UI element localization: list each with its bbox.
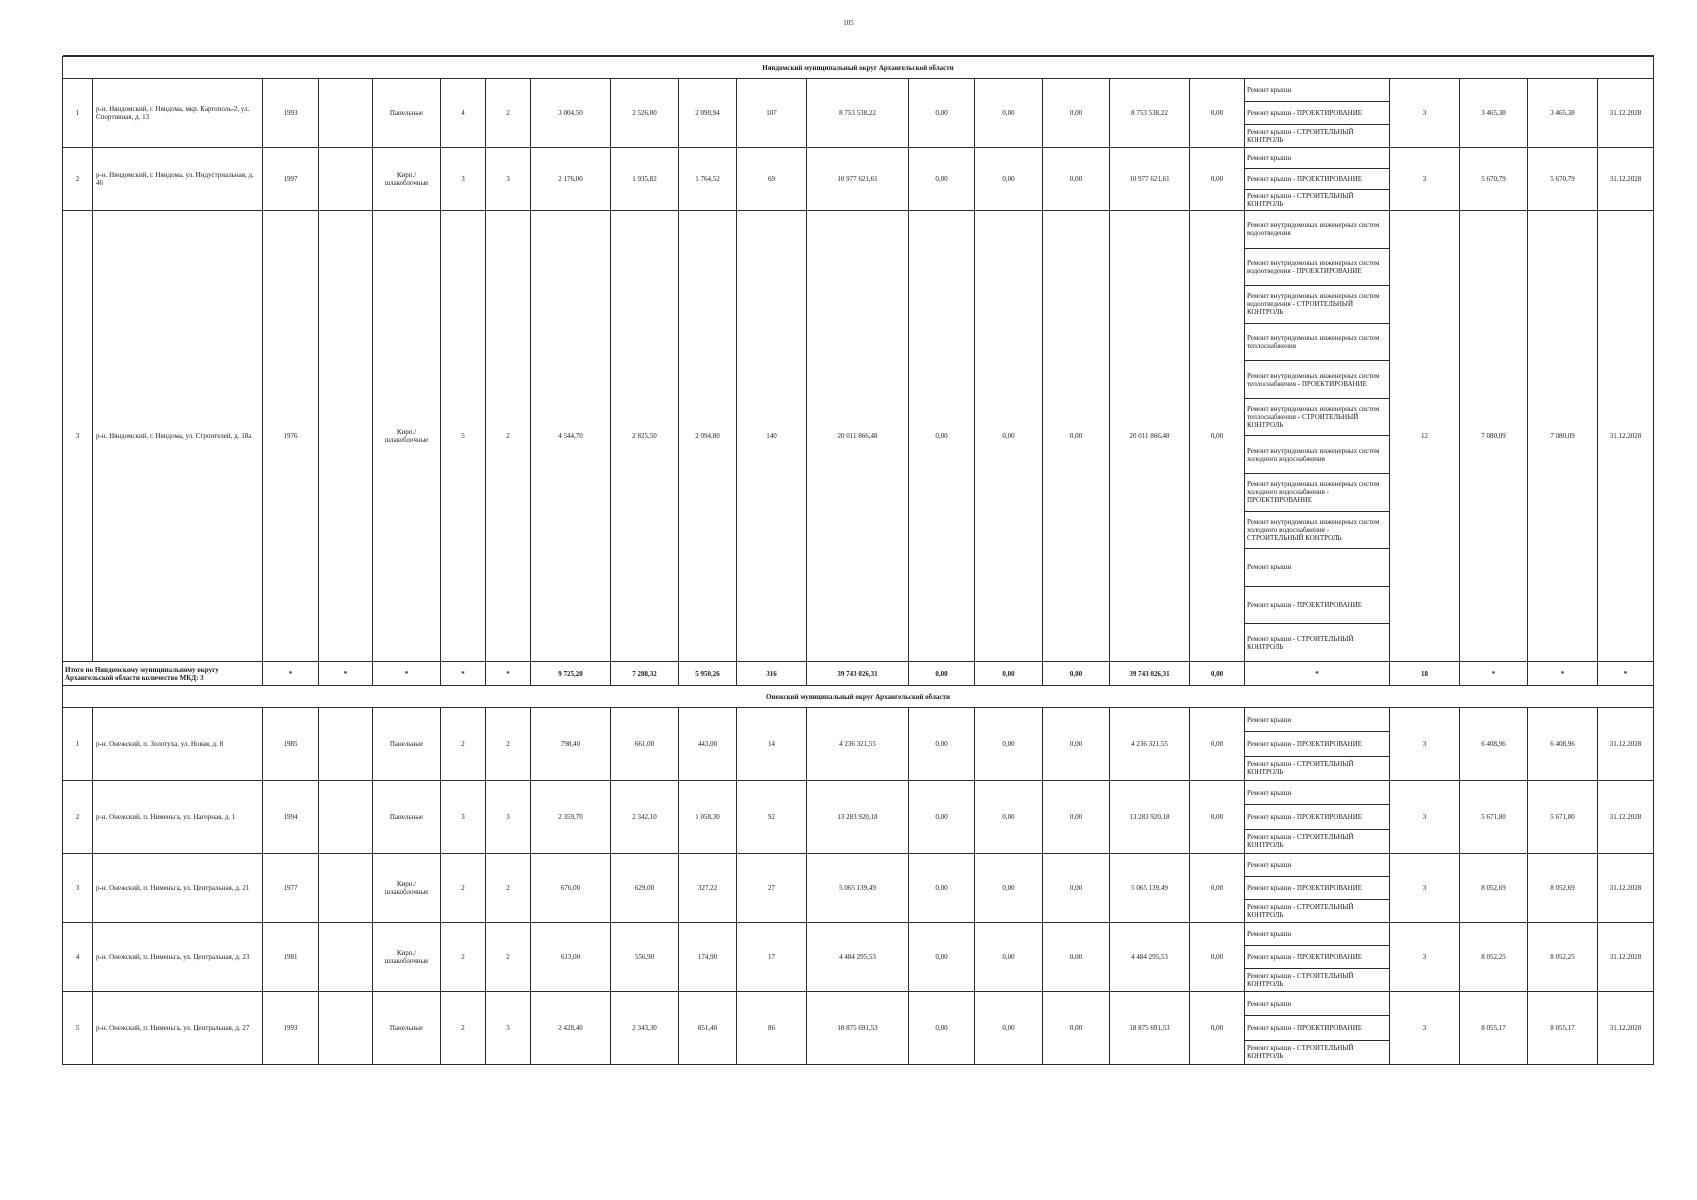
work-item: Ремонт внутридомовых инженерных систем водоотведения - ПРОЕКТИРОВАНИЕ — [1245, 249, 1389, 287]
unit-cost-cell: 7 080,09 — [1460, 211, 1528, 662]
cost-local-cell: 0,00 — [1043, 781, 1110, 854]
works-count-cell: 3 — [1390, 148, 1460, 211]
works-cell — [1245, 211, 1390, 662]
deadline-cell: 31.12.2028 — [1598, 148, 1654, 211]
unit-cost-cell: 3 465,38 — [1460, 79, 1528, 148]
cost-federal-cell: 0,00 — [909, 781, 975, 854]
deadline-cell: 31.12.2028 — [1598, 854, 1654, 923]
cost-other-cell: 0,00 — [1190, 854, 1245, 923]
cost-local-cell: 0,00 — [1043, 854, 1110, 923]
area-total-cell: 2 428,40 — [531, 992, 611, 1065]
cost-other-cell: 0,00 — [1190, 211, 1245, 662]
total-residents: 316 — [737, 662, 807, 686]
total-area-total: 9 725,20 — [531, 662, 611, 686]
work-item: Ремонт крыши - СТРОИТЕЛЬНЫЙ КОНТРОЛЬ — [1247, 634, 1354, 651]
total-material: * — [373, 662, 441, 686]
total-unit-limit: * — [1528, 662, 1598, 686]
works-cell — [1245, 854, 1390, 923]
address-cell: р-н. Няндомский, г. Няндома, ул. Строителей, д. 18а — [93, 211, 263, 662]
area-residential-cell: 2 090,94 — [679, 79, 737, 148]
works-list — [1245, 854, 1389, 922]
cost-federal-cell: 0,00 — [909, 992, 975, 1065]
works-list — [1245, 923, 1389, 991]
total-year: * — [263, 662, 319, 686]
cost-other-cell: 0,00 — [1190, 148, 1245, 211]
work-item: Ремонт крыши - СТРОИТЕЛЬНЫЙ КОНТРОЛЬ — [1247, 760, 1354, 777]
cost-regional-cell: 0,00 — [975, 211, 1043, 662]
area-total-cell: 798,40 — [531, 708, 611, 781]
total-cost-other: 0,00 — [1190, 662, 1245, 686]
floors-cell: 2 — [441, 992, 486, 1065]
repair-program-table — [62, 55, 1654, 1065]
entrances-cell: 3 — [486, 781, 531, 854]
work-item: Ремонт крыши - СТРОИТЕЛЬНЫЙ КОНТРОЛЬ — [1247, 903, 1354, 919]
area-total-cell: 676,00 — [531, 854, 611, 923]
cost-total-cell: 18 875 691,53 — [807, 992, 909, 1065]
work-item: Ремонт крыши — [1245, 781, 1389, 805]
work-item: Ремонт крыши - ПРОЕКТИРОВАНИЕ — [1245, 877, 1389, 900]
work-item: Ремонт крыши — [1245, 992, 1389, 1016]
cost-federal-cell: 0,00 — [909, 854, 975, 923]
works-count-cell: 3 — [1390, 992, 1460, 1065]
works-cell — [1245, 923, 1390, 992]
area-residential-cell: 2 094,80 — [679, 211, 737, 662]
area-residential-cell: 851,40 — [679, 992, 737, 1065]
cost-total-cell: 20 011 866,48 — [807, 211, 909, 662]
works-list — [1245, 781, 1389, 853]
table-row — [63, 148, 1654, 211]
address-cell: р-н. Онежский, п. Нименьга, ул. Центральная, д. 21 — [93, 854, 263, 923]
page-number: 105 — [843, 19, 854, 27]
work-item: Ремонт крыши - СТРОИТЕЛЬНЫЙ КОНТРОЛЬ — [1247, 192, 1354, 208]
row-number: 2 — [63, 781, 93, 854]
year-cell: 1976 — [263, 211, 319, 662]
unit-limit-cell: 5 671,80 — [1528, 781, 1598, 854]
total-cost-local: 0,00 — [1043, 662, 1110, 686]
work-item: Ремонт крыши - СТРОИТЕЛЬНЫЙ КОНТРОЛЬ — [1247, 128, 1354, 144]
unit-cost-cell: 5 670,79 — [1460, 148, 1528, 211]
deadline-cell: 31.12.2028 — [1598, 923, 1654, 992]
work-item: Ремонт внутридомовых инженерных систем холодного водоснабжения - ПРОЕКТИРОВАНИЕ — [1245, 474, 1389, 512]
area-living-cell: 1 935,82 — [611, 148, 679, 211]
area-living-cell: 2 526,00 — [611, 79, 679, 148]
cost-federal-cell: 0,00 — [909, 148, 975, 211]
year-cell: 1993 — [263, 992, 319, 1065]
floors-cell: 3 — [441, 148, 486, 211]
unit-cost-cell: 5 671,80 — [1460, 781, 1528, 854]
year-cell: 1993 — [263, 79, 319, 148]
year-cell: 1985 — [263, 708, 319, 781]
row-number: 5 — [63, 992, 93, 1065]
area-residential-cell: 1 058,30 — [679, 781, 737, 854]
works-count-cell: 3 — [1390, 708, 1460, 781]
floors-cell: 2 — [441, 854, 486, 923]
area-total-cell: 613,00 — [531, 923, 611, 992]
entrances-cell: 2 — [486, 211, 531, 662]
total-row — [63, 662, 1654, 686]
unit-limit-cell: 6 408,96 — [1528, 708, 1598, 781]
cost-regional-cell: 0,00 — [975, 854, 1043, 923]
cost-regional-cell: 0,00 — [975, 708, 1043, 781]
cost-owners-cell: 20 011 866,48 — [1110, 211, 1190, 662]
work-item: Ремонт крыши - ПРОЕКТИРОВАНИЕ — [1245, 946, 1389, 969]
total-cost-total: 39 743 026,31 — [807, 662, 909, 686]
cost-federal-cell: 0,00 — [909, 923, 975, 992]
cost-regional-cell: 0,00 — [975, 923, 1043, 992]
work-item: Ремонт крыши - ПРОЕКТИРОВАНИЕ — [1245, 102, 1389, 125]
work-item: Ремонт внутридомовых инженерных систем водоотведения - СТРОИТЕЛЬНЫЙ КОНТРОЛЬ — [1245, 286, 1389, 324]
material-cell: Панельные — [373, 79, 441, 148]
entrances-cell: 2 — [486, 854, 531, 923]
material-cell: Кирп./ шлакоблочные — [373, 854, 441, 923]
total-cost-owners: 39 743 026,31 — [1110, 662, 1190, 686]
area-total-cell: 2 176,00 — [531, 148, 611, 211]
table-body — [63, 56, 1654, 1065]
cost-total-cell: 13 283 920,18 — [807, 781, 909, 854]
work-item: Ремонт крыши - ПРОЕКТИРОВАНИЕ — [1245, 169, 1389, 190]
address-cell: р-н. Няндомский, г. Няндома, мкр. Каргополь-2, ул. Спортивная, д. 13 — [93, 79, 263, 148]
floors-cell: 2 — [441, 923, 486, 992]
cost-federal-cell: 0,00 — [909, 708, 975, 781]
works-cell — [1245, 148, 1390, 211]
works-count-cell: 3 — [1390, 854, 1460, 923]
material-cell: Панельные — [373, 781, 441, 854]
area-residential-cell: 443,00 — [679, 708, 737, 781]
area-living-cell: 661,00 — [611, 708, 679, 781]
deadline-cell: 31.12.2028 — [1598, 781, 1654, 854]
total-works: * — [1245, 662, 1390, 686]
residents-cell: 27 — [737, 854, 807, 923]
works-count-cell: 3 — [1390, 923, 1460, 992]
repair-year-cell — [319, 992, 373, 1065]
works-list — [1245, 148, 1389, 210]
cost-owners-cell: 10 977 621,61 — [1110, 148, 1190, 211]
entrances-cell: 3 — [486, 148, 531, 211]
area-living-cell: 2 342,10 — [611, 781, 679, 854]
unit-cost-cell: 8 052,25 — [1460, 923, 1528, 992]
table-row — [63, 781, 1654, 854]
year-cell: 1994 — [263, 781, 319, 854]
cost-local-cell: 0,00 — [1043, 992, 1110, 1065]
works-cell — [1245, 992, 1390, 1065]
deadline-cell: 31.12.2028 — [1598, 211, 1654, 662]
cost-owners-cell: 5 065 139,49 — [1110, 854, 1190, 923]
cost-owners-cell: 4 236 321,55 — [1110, 708, 1190, 781]
works-count-cell: 3 — [1390, 79, 1460, 148]
residents-cell: 14 — [737, 708, 807, 781]
material-cell: Кирп./ шлакоблочные — [373, 923, 441, 992]
unit-limit-cell: 3 465,38 — [1528, 79, 1598, 148]
residents-cell: 107 — [737, 79, 807, 148]
region-title: Няндомский муниципальный округ Архангельской области — [63, 57, 1654, 79]
repair-year-cell — [319, 708, 373, 781]
total-cost-regional: 0,00 — [975, 662, 1043, 686]
works-list — [1245, 79, 1389, 147]
works-count-cell: 12 — [1390, 211, 1460, 662]
area-living-cell: 2 343,30 — [611, 992, 679, 1065]
cost-local-cell: 0,00 — [1043, 211, 1110, 662]
total-deadline: * — [1598, 662, 1654, 686]
material-cell: Панельные — [373, 992, 441, 1065]
address-cell: р-н. Онежский, п. Нименьга, ул. Нагорная, д. 1 — [93, 781, 263, 854]
work-item: Ремонт крыши — [1245, 148, 1389, 169]
total-repair-year: * — [319, 662, 373, 686]
work-item: Ремонт крыши — [1245, 923, 1389, 946]
repair-year-cell — [319, 781, 373, 854]
area-residential-cell: 174,90 — [679, 923, 737, 992]
material-cell: Панельные — [373, 708, 441, 781]
cost-total-cell: 4 236 321,55 — [807, 708, 909, 781]
cost-total-cell: 4 484 295,53 — [807, 923, 909, 992]
unit-cost-cell: 8 052,69 — [1460, 854, 1528, 923]
table-row — [63, 923, 1654, 992]
year-cell: 1997 — [263, 148, 319, 211]
area-residential-cell: 327,22 — [679, 854, 737, 923]
cost-regional-cell: 0,00 — [975, 992, 1043, 1065]
entrances-cell: 2 — [486, 708, 531, 781]
work-item: Ремонт крыши - СТРОИТЕЛЬНЫЙ КОНТРОЛЬ — [1247, 972, 1354, 988]
cost-regional-cell: 0,00 — [975, 781, 1043, 854]
works-cell — [1245, 781, 1390, 854]
entrances-cell: 3 — [486, 992, 531, 1065]
cost-local-cell: 0,00 — [1043, 79, 1110, 148]
year-cell: 1981 — [263, 923, 319, 992]
deadline-cell: 31.12.2028 — [1598, 708, 1654, 781]
cost-regional-cell: 0,00 — [975, 79, 1043, 148]
residents-cell: 69 — [737, 148, 807, 211]
address-cell: р-н. Няндомский, г. Няндома, ул. Индустриальная, д. 46 — [93, 148, 263, 211]
repair-year-cell — [319, 211, 373, 662]
row-number: 1 — [63, 708, 93, 781]
total-unit-cost: * — [1460, 662, 1528, 686]
work-item: Ремонт крыши - ПРОЕКТИРОВАНИЕ — [1245, 805, 1389, 829]
region-header-row — [63, 57, 1654, 79]
work-item: Ремонт крыши - ПРОЕКТИРОВАНИЕ — [1245, 587, 1389, 625]
row-number: 3 — [63, 211, 93, 662]
row-number: 4 — [63, 923, 93, 992]
work-item: Ремонт крыши - СТРОИТЕЛЬНЫЙ КОНТРОЛЬ — [1247, 1044, 1354, 1061]
unit-limit-cell: 5 670,79 — [1528, 148, 1598, 211]
cost-local-cell: 0,00 — [1043, 708, 1110, 781]
cost-other-cell: 0,00 — [1190, 923, 1245, 992]
floors-cell: 2 — [441, 708, 486, 781]
unit-cost-cell: 6 408,96 — [1460, 708, 1528, 781]
area-total-cell: 3 004,50 — [531, 79, 611, 148]
row-number: 1 — [63, 79, 93, 148]
works-cell — [1245, 79, 1390, 148]
cost-owners-cell: 18 875 691,53 — [1110, 992, 1190, 1065]
works-list — [1245, 992, 1389, 1064]
cost-other-cell: 0,00 — [1190, 79, 1245, 148]
address-cell: р-н. Онежский, п. Золотуха, ул. Новая, д. 8 — [93, 708, 263, 781]
entrances-cell: 2 — [486, 79, 531, 148]
works-cell — [1245, 708, 1390, 781]
area-living-cell: 629,00 — [611, 854, 679, 923]
total-area-living: 7 288,32 — [611, 662, 679, 686]
cost-federal-cell: 0,00 — [909, 79, 975, 148]
cost-local-cell: 0,00 — [1043, 148, 1110, 211]
area-residential-cell: 1 764,52 — [679, 148, 737, 211]
residents-cell: 140 — [737, 211, 807, 662]
floors-cell: 5 — [441, 211, 486, 662]
residents-cell: 86 — [737, 992, 807, 1065]
work-item: Ремонт крыши - ПРОЕКТИРОВАНИЕ — [1245, 1016, 1389, 1040]
work-item: Ремонт крыши — [1245, 79, 1389, 102]
cost-owners-cell: 8 753 538,22 — [1110, 79, 1190, 148]
work-item: Ремонт внутридомовых инженерных систем холодного водоснабжения — [1245, 436, 1389, 474]
total-entrances: * — [486, 662, 531, 686]
address-cell: р-н. Онежский, п. Нименьга, ул. Центральная, д. 23 — [93, 923, 263, 992]
area-total-cell: 2 359,70 — [531, 781, 611, 854]
total-area-residential: 5 950,26 — [679, 662, 737, 686]
work-item: Ремонт внутридомовых инженерных систем теплоснабжения - СТРОИТЕЛЬНЫЙ КОНТРОЛЬ — [1245, 399, 1389, 437]
deadline-cell: 31.12.2028 — [1598, 992, 1654, 1065]
total-works-count: 18 — [1390, 662, 1460, 686]
table-row — [63, 708, 1654, 781]
work-item: Ремонт крыши — [1245, 854, 1389, 877]
work-item: Ремонт внутридомовых инженерных систем теплоснабжения — [1245, 324, 1389, 362]
year-cell: 1977 — [263, 854, 319, 923]
cost-local-cell: 0,00 — [1043, 923, 1110, 992]
floors-cell: 3 — [441, 781, 486, 854]
region-title: Онежский муниципальный округ Архангельской области — [63, 686, 1654, 708]
unit-limit-cell: 8 055,17 — [1528, 992, 1598, 1065]
work-item: Ремонт внутридомовых инженерных систем водоотведения — [1245, 211, 1389, 249]
floors-cell: 4 — [441, 79, 486, 148]
work-item: Ремонт крыши - СТРОИТЕЛЬНЫЙ КОНТРОЛЬ — [1247, 833, 1354, 850]
area-total-cell: 4 544,70 — [531, 211, 611, 662]
cost-total-cell: 5 065 139,49 — [807, 854, 909, 923]
cost-federal-cell: 0,00 — [909, 211, 975, 662]
cost-owners-cell: 13 283 920,18 — [1110, 781, 1190, 854]
address-cell: р-н. Онежский, п. Нименьга, ул. Центральная, д. 27 — [93, 992, 263, 1065]
work-item: Ремонт внутридомовых инженерных систем холодного водоснабжения - СТРОИТЕЛЬНЫЙ КОНТРОЛЬ — [1245, 512, 1389, 550]
table-row — [63, 992, 1654, 1065]
row-number: 3 — [63, 854, 93, 923]
cost-other-cell: 0,00 — [1190, 708, 1245, 781]
material-cell: Кирп./ шлакоблочные — [373, 211, 441, 662]
table-row — [63, 854, 1654, 923]
cost-owners-cell: 4 484 295,53 — [1110, 923, 1190, 992]
row-number: 2 — [63, 148, 93, 211]
cost-total-cell: 8 753 538,22 — [807, 79, 909, 148]
works-count-cell: 3 — [1390, 781, 1460, 854]
works-list — [1245, 211, 1389, 661]
entrances-cell: 2 — [486, 923, 531, 992]
work-item: Ремонт крыши - ПРОЕКТИРОВАНИЕ — [1245, 732, 1389, 756]
repair-year-cell — [319, 79, 373, 148]
unit-cost-cell: 8 055,17 — [1460, 992, 1528, 1065]
total-cost-federal: 0,00 — [909, 662, 975, 686]
total-floors: * — [441, 662, 486, 686]
repair-year-cell — [319, 923, 373, 992]
area-living-cell: 556,90 — [611, 923, 679, 992]
unit-limit-cell: 8 052,25 — [1528, 923, 1598, 992]
material-cell: Кирп./ шлакоблочные — [373, 148, 441, 211]
cost-other-cell: 0,00 — [1190, 992, 1245, 1065]
work-item: Ремонт крыши — [1245, 549, 1389, 587]
cost-total-cell: 10 977 621,61 — [807, 148, 909, 211]
work-item: Ремонт крыши — [1245, 708, 1389, 732]
table-row — [63, 211, 1654, 662]
works-list — [1245, 708, 1389, 780]
table-row — [63, 79, 1654, 148]
repair-year-cell — [319, 148, 373, 211]
deadline-cell: 31.12.2028 — [1598, 79, 1654, 148]
area-living-cell: 2 825,50 — [611, 211, 679, 662]
unit-limit-cell: 7 080,09 — [1528, 211, 1598, 662]
repair-year-cell — [319, 854, 373, 923]
region-header-row — [63, 686, 1654, 708]
residents-cell: 92 — [737, 781, 807, 854]
unit-limit-cell: 8 052,69 — [1528, 854, 1598, 923]
cost-other-cell: 0,00 — [1190, 781, 1245, 854]
work-item: Ремонт внутридомовых инженерных систем теплоснабжения - ПРОЕКТИРОВАНИЕ — [1245, 361, 1389, 399]
cost-regional-cell: 0,00 — [975, 148, 1043, 211]
residents-cell: 17 — [737, 923, 807, 992]
total-label: Итого по Няндомскому муниципальному округу Архангельской области количество МКД: 3 — [63, 662, 263, 686]
